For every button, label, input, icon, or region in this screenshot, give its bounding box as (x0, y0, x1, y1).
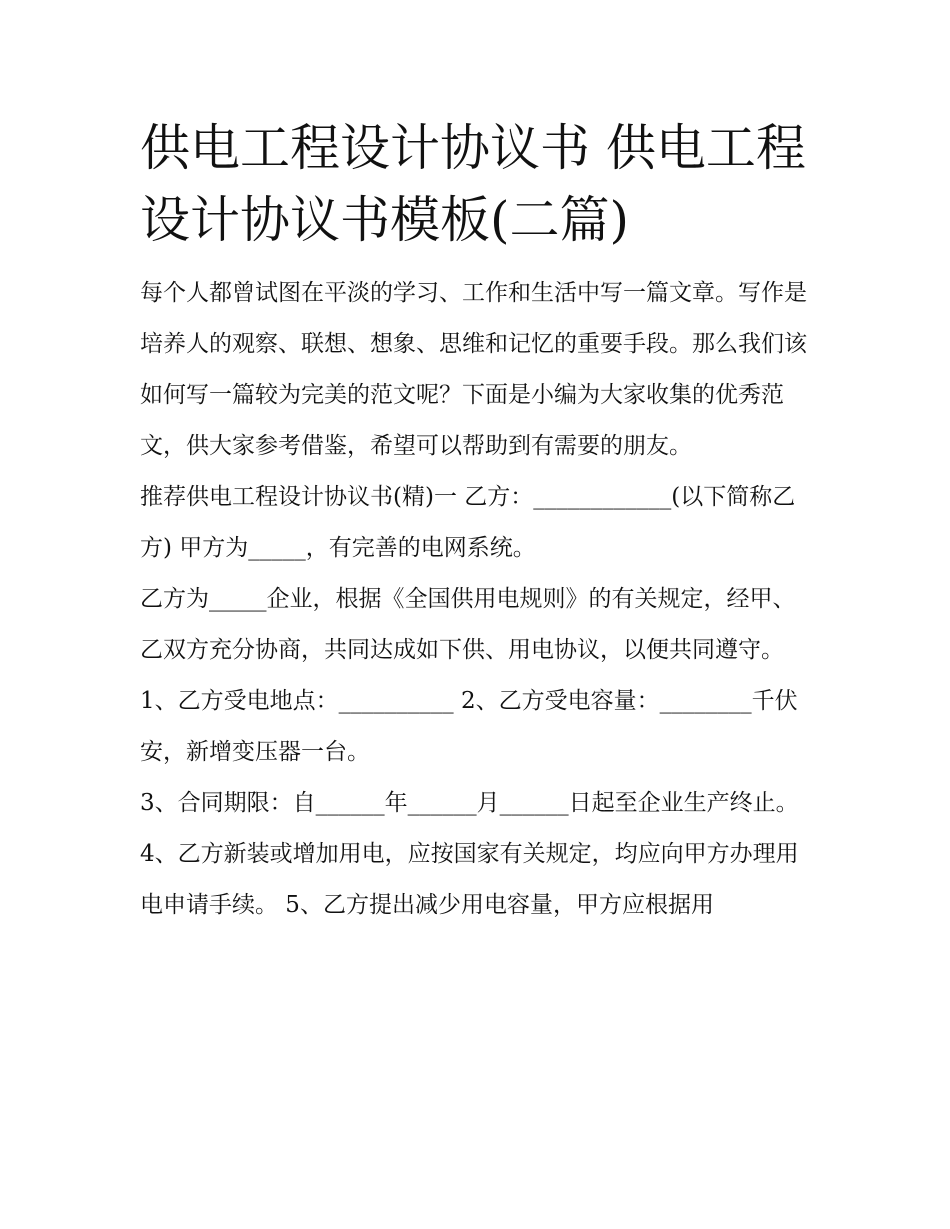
paragraph-intro: 每个人都曾试图在平淡的学习、工作和生活中写一篇文章。写作是培养人的观察、联想、想象、思维和记忆的重要手段。那么我们该如何写一篇较为完美的范文呢？下面是小编为大家收集的优秀范文，供大家参考借鉴，希望可以帮助到有需要的朋友。 (140, 280, 807, 459)
paragraph-parties: 推荐供电工程设计协议书(精)一 乙方：____________(以下简称乙方) 甲方为_____，有完善的电网系统。 (140, 484, 796, 561)
paragraph-clause-1-2: 1、乙方受电地点：__________ 2、乙方受电容量：________千伏安，新增变压器一台。 (140, 688, 798, 765)
paragraph-clause-3: 3、合同期限：自______年______月______日起至企业生产终止。 (140, 790, 799, 816)
paragraph-clause-4-5: 4、乙方新装或增加用电，应按国家有关规定，均应向甲方办理用电申请手续。 5、乙方提出减少用电容量，甲方应根据用 (140, 841, 799, 918)
paragraph-agreement: 乙方为_____企业，根据《全国供用电规则》的有关规定，经甲、乙双方充分协商，共同达成如下供、用电协议，以便共同遵守。 (140, 586, 796, 663)
document-title: 供电工程设计协议书 供电工程设计协议书模板(二篇) (140, 119, 806, 249)
document-body (140, 112, 812, 931)
